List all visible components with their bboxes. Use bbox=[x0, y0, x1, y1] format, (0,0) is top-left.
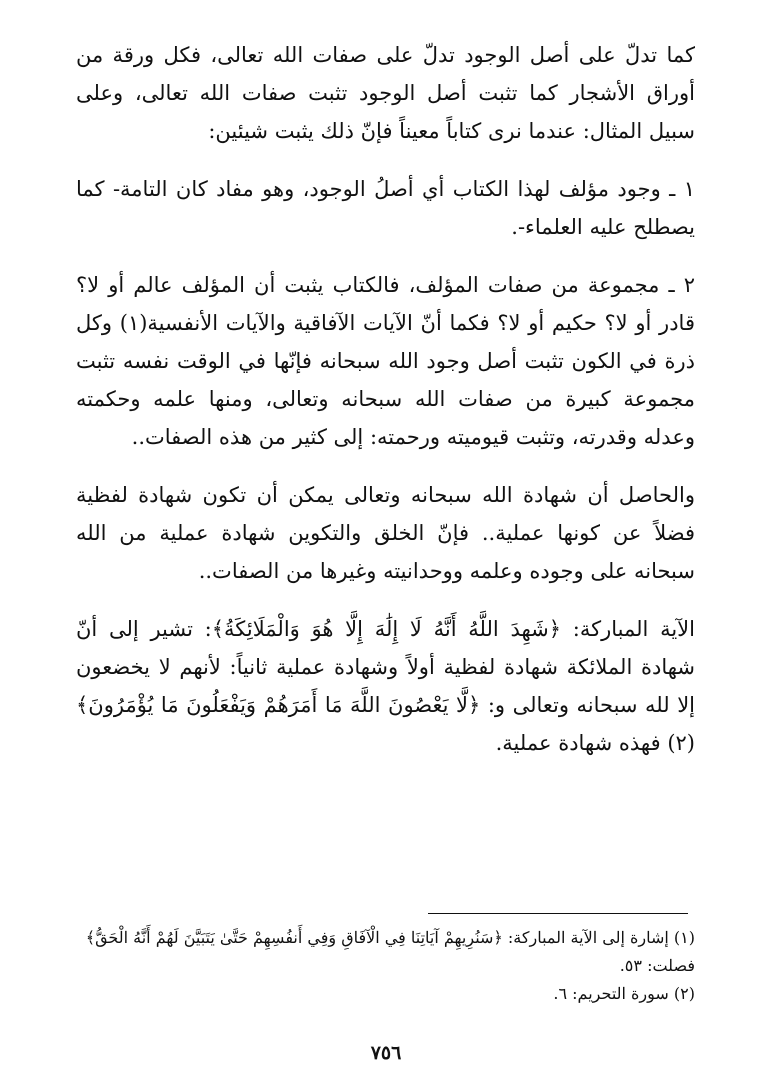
footnote-divider bbox=[428, 913, 688, 914]
paragraph-conclusion: والحاصل أن شهادة الله سبحانه وتعالى يمكن أن تكون شهادة لفظية فضلاً عن كونها عملية.. فإنّ الخلق والتكوين شهادة عملية من الله سبحانه على وجوده وعلمه ووحدانيته وغيرها من الصفات.. bbox=[76, 483, 695, 583]
footnote-2: (٢) سورة التحريم: ٦. bbox=[553, 984, 695, 1003]
paragraph-verse: الآية المباركة: ﴿شَهِدَ اللَّهُ أَنَّهُ لَا إِلَٰهَ إِلَّا هُوَ وَالْمَلَائِكَةُ﴾: تشير إلى أنّ شهادة الملائكة شهادة لفظية أولاً وشهادة عملية ثانياً: لأنهم لا يخضعون إلا لله سبحانه وتعالى و: ﴿لَّا يَعْصُونَ اللَّهَ مَا أَمَرَهُمْ وَيَفْعَلُونَ مَا يُؤْمَرُونَ﴾(٢) فهذه شهادة عملية. bbox=[76, 617, 695, 755]
paragraph-point-two: ٢ ـ مجموعة من صفات المؤلف، فالكتاب يثبت أن المؤلف عالم أو لا؟ قادر أو لا؟ حكيم أو لا؟ فكما أنّ الآيات الآفاقية والآيات الأنفسية(١) وكل ذرة في الكون تثبت أصل وجود الله سبحانه فإنّها في الوقت نفسه تثبت مجموعة كبيرة من صفات الله سبحانه وتعالى، ومنها علمه وحكمته وعدله وقدرته، وتثبت قيوميته ورحمته: إلى كثير من هذه الصفات.. bbox=[76, 273, 695, 449]
body-text bbox=[76, 36, 695, 762]
paragraph-intro: كما تدلّ على أصل الوجود تدلّ على صفات الله تعالى، فكل ورقة من أوراق الأشجار كما تثبت أصل الوجود تثبت صفات الله تعالى، وعلى سبيل المثال: عندما نرى كتاباً معيناً فإنّ ذلك يثبت شيئين: bbox=[76, 43, 695, 143]
footnotes bbox=[76, 924, 695, 1008]
page-number: ٧٥٦ bbox=[370, 1042, 402, 1064]
footnote-1: (١) إشارة إلى الآية المباركة: ﴿سَنُرِيهِمْ آيَاتِنَا فِي الْآفَاقِ وَفِي أَنفُسِهِمْ حَتَّىٰ يَتَبَيَّنَ لَهُمْ أَنَّهُ الْحَقُّ﴾ فصلت: ٥٣. bbox=[85, 928, 695, 975]
paragraph-point-one: ١ ـ وجود مؤلف لهذا الكتاب أي أصلُ الوجود، وهو مفاد كان التامة- كما يصطلح عليه العلماء-. bbox=[76, 177, 695, 239]
